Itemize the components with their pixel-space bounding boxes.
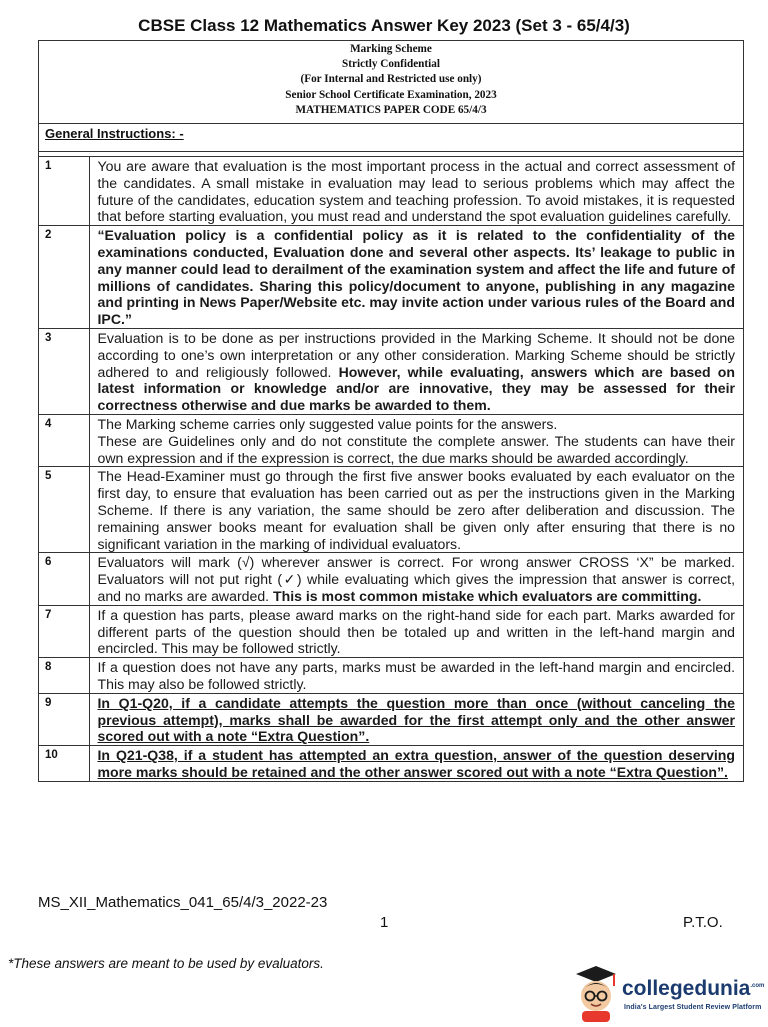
marking-scheme-sheet (38, 40, 744, 782)
instruction-text-part: These are Guidelines only and do not constitute the complete answer. The students can have their own expression and if the expression is correct, the due marks should be awarded accordingly. (97, 432, 735, 466)
instruction-text (89, 553, 743, 605)
instruction-text (89, 467, 743, 553)
instruction-number: 10 (39, 746, 89, 781)
logo-tagline: India's Largest Student Review Platform (624, 1004, 762, 1011)
instruction-text (89, 658, 743, 694)
instruction-number: 1 (39, 157, 89, 226)
instruction-text-emphasis: However, while evaluating, answers which are based on latest information or knowledge and/or are innovative, they may be assessed for their correctness otherwise and due marks be awarded to them. (97, 363, 735, 414)
instruction-row (39, 553, 743, 605)
instruction-text-part: Evaluation is to be done as per instructions provided in the Marking Scheme. It should not be done according to one’s own interpretation or any other consideration. Marking Scheme should be strictly adhered to and religiously followed. (97, 329, 735, 380)
header-line: MATHEMATICS PAPER CODE 65/4/3 (295, 103, 487, 116)
general-instructions-heading: General Instructions: - (39, 124, 743, 152)
instruction-row (39, 746, 743, 781)
instruction-row (39, 658, 743, 694)
instruction-text-emphasis: This is most common mistake which evaluators are committing. (272, 587, 702, 604)
instruction-number: 8 (39, 658, 89, 694)
instruction-text-part: Evaluators will mark (√) wherever answer is correct. For wrong answer CROSS ‘X” be marked. Evaluators will not put right (✓) while evaluating which gives the impression that answer is correct, and no marks are awarded. (97, 554, 735, 604)
instruction-text (89, 746, 743, 781)
instruction-row (39, 414, 743, 466)
instructions-table (39, 157, 743, 781)
instruction-text-part: “Evaluation policy is a confidential policy as it is related to the confidentiality of the examinations conducted, Evaluation done and several other aspects. Its’ leakage to public in any manner could lead to derailment of the examination system and affect the life and future of millions of candidates. Sharing this policy/document to anyone, publishing in any magazine and printing in News Paper/Website etc. may invite action under various rules of the Board and IPC.” (97, 227, 735, 328)
instruction-text-part: If a question has parts, please award marks on the right-hand side for each part. Marks awarded for different parts of the question should then be totaled up and written in the left-hand margin and encircled. This may be followed strictly. (97, 606, 735, 657)
header-line: (For Internal and Restricted use only) (300, 73, 482, 86)
header-line: Senior School Certificate Examination, 2023 (285, 88, 497, 101)
document-title: CBSE Class 12 Mathematics Answer Key 2023 (Set 3 - 65/4/3) (138, 16, 630, 35)
instruction-row (39, 693, 743, 745)
instruction-number: 2 (39, 226, 89, 329)
instruction-text (89, 157, 743, 226)
page-number: 1 (380, 914, 389, 931)
instruction-row (39, 467, 743, 553)
instruction-number: 9 (39, 693, 89, 745)
instruction-text (89, 414, 743, 466)
instruction-text-part: You are aware that evaluation is the most important process in the actual and correct assessment of the candidates. A small mistake in evaluation may lead to serious problems which may affect the future of the candidates, education system and teaching profession. To avoid mistakes, it is requested that before starting evaluation, you must read and understand the spot evaluation guidelines carefully. (97, 158, 735, 225)
mascot-icon (572, 966, 622, 1022)
header-line: Strictly Confidential (342, 58, 440, 71)
instruction-text (89, 693, 743, 745)
instruction-text-part: The Head-Examiner must go through the first five answer books evaluated by each evaluator on the first day, to ensure that evaluation has been carried out as per the instructions given in the Marking Scheme. If there is any variation, the same should be zero after deliberation and discussion. The remaining answer books meant for evaluation shall be given only after ensuring that there is no significant variation in the marking of individual evaluators. (97, 468, 735, 552)
evaluator-note: *These answers are meant to be used by evaluators. (8, 956, 324, 971)
document-code: MS_XII_Mathematics_041_65/4/3_2022-23 (38, 894, 328, 911)
instruction-text (89, 328, 743, 414)
instruction-row (39, 226, 743, 329)
instruction-row (39, 328, 743, 414)
header-line: Marking Scheme (350, 43, 432, 55)
instruction-text (89, 226, 743, 329)
instruction-row (39, 605, 743, 657)
instruction-number: 3 (39, 328, 89, 414)
pto-label: P.T.O. (683, 914, 723, 931)
marking-scheme-header (39, 41, 743, 124)
instruction-row (39, 157, 743, 226)
instruction-text-part: If a question does not have any parts, marks must be awarded in the left-hand margin and encircled. This may also be followed strictly. (97, 659, 735, 692)
instruction-text-part: In Q21-Q38, if a student has attempted an extra question, answer of the question deserving more marks should be retained and the other answer scored out with a note “Extra Question”. (97, 747, 735, 780)
instruction-text (89, 605, 743, 657)
instruction-number: 6 (39, 553, 89, 605)
instruction-number: 4 (39, 414, 89, 466)
instruction-text-part: The Marking scheme carries only suggested value points for the answers. (97, 415, 558, 432)
instruction-number: 7 (39, 605, 89, 657)
instruction-text-part: In Q1-Q20, if a candidate attempts the question more than once (without canceling the previous attempt), marks shall be awarded for the first attempt only and the other answer scored out with a note “Extra Question”. (97, 694, 735, 745)
logo-wordmark: collegedunia$^{.com}$ (622, 977, 765, 1000)
collegedunia-logo[interactable] (572, 966, 765, 1022)
instruction-number: 5 (39, 467, 89, 553)
